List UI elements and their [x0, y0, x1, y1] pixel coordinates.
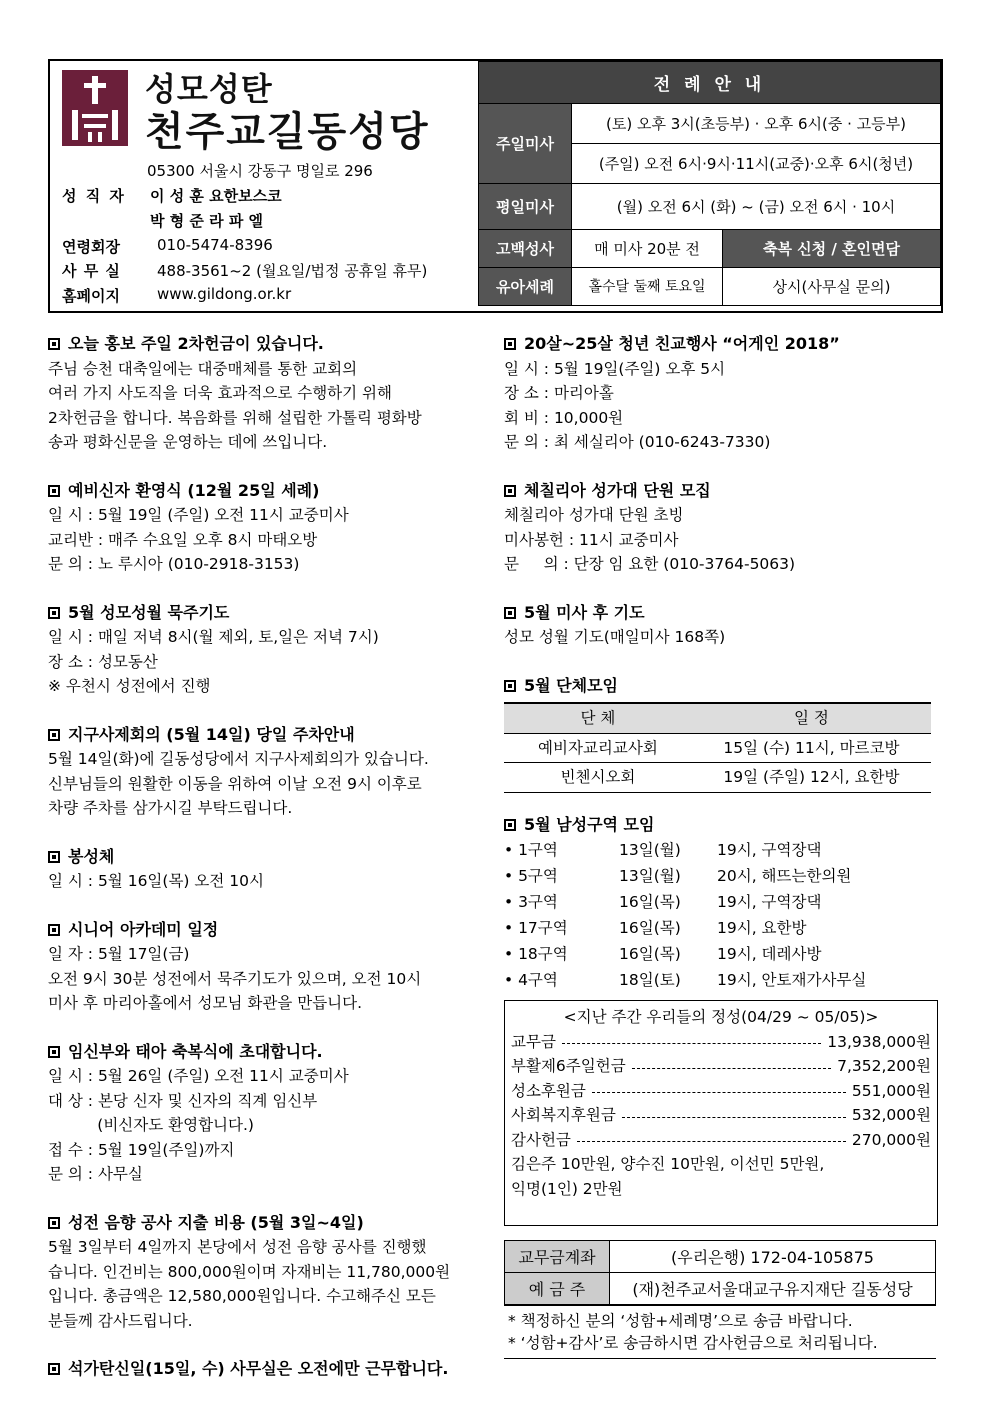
note-1: * 책정하신 분의 ‘성함+세례명’으로 송금 바랍니다.: [508, 1312, 853, 1330]
zone-meetings: 5월 남성구역 모임 • 1구역 13일(월) 19시, 구역장댁 • 5구역 13일(월) 20시, 해뜨는한의원 • 3구역 16일(목) 19시, 구역장댁 • 17구역 16일(목) 19시, 요한방 • 18구역 16일(목) 19시, 데레사방 • 4구역 18일(토) 19시, 안토재가사무실: [504, 813, 938, 994]
schedule-title: 전 례 안 내: [479, 62, 941, 104]
sunday-mass-2: (주일) 오전 6시·9시·11시(교중)·오후 6시(청년): [572, 144, 941, 184]
sunday-label: 주일미사: [479, 104, 572, 184]
office-phone: 488-3561~2 (월요일/법정 공휴일 휴무): [157, 262, 428, 280]
homepage-label: 홈페이지: [62, 287, 120, 305]
offering-box: [504, 1000, 938, 1226]
account-number: (우리은행) 172-04-105875: [610, 1241, 936, 1273]
transfer-notes: [504, 1305, 936, 1359]
donors-line1: 김은주 10만원, 양수진 10만원, 이선민 5만원,: [511, 1155, 825, 1173]
list-item: • 4구역 18일(토) 19시, 안토재가사무실: [504, 971, 867, 989]
table-row: 빈첸시오회 19일 (주일) 12시, 요한방: [504, 763, 931, 793]
note-2: * ‘성함+감사’로 송금하시면 감사헌금으로 처리됩니다.: [508, 1334, 878, 1352]
notice-youth-event: 20살~25살 청년 친교행사 “어게인 2018” 일 시 : 5월 19일(주일) 오후 5시 장 소 : 마리아홀 회 비 : 10,000원 문 의 : 최 세실리아 (010-6243-7330): [504, 334, 840, 451]
offering-row: 감사헌금 270,000원: [511, 1130, 931, 1149]
offering-row: 교무금 13,938,000원: [511, 1032, 931, 1051]
church-name-line2: 천주교길동성당: [145, 109, 430, 155]
account-holder: (재)천주교서울대교구유지재단 길동성당: [610, 1273, 936, 1305]
address: 05300 서울시 강동구 명일로 296: [147, 162, 373, 180]
donors-line2: 익명(1인) 2만원: [511, 1179, 623, 1198]
left-column: [48, 332, 478, 1382]
offering-row: 사회복지후원금 532,000원: [511, 1106, 931, 1124]
right-column: [504, 332, 938, 993]
infant-label: 유아세례: [479, 268, 572, 306]
table-row: 예비자교리교사회 15일 (수) 11시, 마르코방: [504, 733, 931, 763]
list-item: • 1구역 13일(월) 19시, 구역장댁: [504, 841, 822, 859]
weekday-label: 평일미사: [479, 184, 572, 230]
notice-promo-collection: 오늘 홍보 주일 2차헌금이 있습니다. 주님 승천 대축일에는 대중매체를 통한 교회의 여러 가지 사도직을 더욱 효과적으로 수행하기 위해 2차헌금을 합니다. 복음화를 위해 설립한 가톨릭 평화방 송과 평화신문을 운영하는 데에 쓰입니다.: [48, 334, 422, 451]
notice-pregnancy-blessing: 임신부와 태아 축복식에 초대합니다. 일 시 : 5월 26일 (주일) 오전 11시 교중미사 대 상 : 본당 신자 및 신자의 직계 임신부 (비신자도 환영합니다.) 접 수 : 5월 19일(주일)까지 문 의 : 사무실: [48, 1041, 349, 1183]
account-label: 교무금계좌: [505, 1241, 610, 1273]
liturgy-schedule-table: [478, 61, 941, 306]
homepage-link[interactable]: www.gildong.or.kr: [157, 285, 292, 303]
notice-parking: 지구사제회의 (5월 14일) 당일 주차안내 5월 14일(화)에 길동성당에서 지구사제회의가 있습니다. 신부님들의 원활한 이동을 위하여 이날 오전 9시 이후로 차량 주차를 삼가시길 부탁드립니다.: [48, 724, 429, 817]
list-item: • 18구역 16일(목) 19시, 데레사방: [504, 945, 822, 963]
schedule-header: 일 정: [692, 703, 931, 733]
list-item: • 17구역 16일(목) 19시, 요한방: [504, 919, 807, 937]
holder-label: 예 금 주: [505, 1273, 610, 1305]
cross-icon: [62, 70, 128, 146]
offering-row: 성소후원금 551,000원: [511, 1081, 931, 1100]
list-item: • 5구역 13일(월) 20시, 해뜨는한의원: [504, 867, 852, 885]
confession-label: 고백성사: [479, 230, 572, 268]
notice-catechumen: 예비신자 환영식 (12월 25일 세례) 일 시 : 5월 19일 (주일) 오전 11시 교중미사 교리반 : 매주 수요일 오후 8시 마태오방 문 의 : 노 루시아 (010-2918-3153): [48, 480, 349, 573]
council-label: 연령회장: [62, 238, 120, 256]
notice-prayer: 5월 미사 후 기도 성모 성월 기도(매일미사 168쪽): [504, 602, 726, 646]
notice-buddha-day: 석가탄신일(15일, 수) 사무실은 오전에만 근무합니다.: [48, 1357, 478, 1382]
council-phone: 010-5474-8396: [157, 236, 273, 254]
group-meetings: 5월 단체모임 단 체 일 정 예비자교리교사회 15일 (수) 11시, 마르코방 빈첸시오회 19일 (주일) 12시, 요한방: [504, 674, 938, 793]
pastor-2: 박 형 준 라 파 엘: [150, 212, 264, 230]
pastor-label: 성 직 자: [62, 187, 126, 205]
account-table: [504, 1240, 936, 1305]
pastor-1: 이 성 훈 요한보스코: [150, 187, 282, 205]
offering-row: 부활제6주일헌금 7,352,200원: [511, 1057, 931, 1075]
notice-communion: 봉성체 일 시 : 5월 16일(목) 오전 10시: [48, 846, 264, 890]
infant-date: 홀수달 둘째 토요일: [572, 268, 723, 306]
weekday-mass: (월) 오전 6시 (화) ~ (금) 오전 6시 · 10시: [572, 184, 941, 230]
notice-rosary: 5월 성모성월 묵주기도 일 시 : 매일 저녁 8시(월 제외, 토,일은 저녁 7시) 장 소 : 성모동산 ※ 우천시 성전에서 진행: [48, 602, 379, 695]
notice-sound-work: 성전 음향 공사 지출 비용 (5월 3일~4일) 5월 3일부터 4일까지 본당에서 성전 음향 공사를 진행했 습니다. 인건비는 800,000원이며 자재비는 11,780,000원 입니다. 총금액은 12,580,000원입니다. 수고해주신 모든 분들께 감사드립니다.: [48, 1212, 451, 1330]
list-item: • 3구역 16일(목) 19시, 구역장댁: [504, 893, 822, 911]
blessing-label: 축복 신청 / 혼인면담: [723, 230, 941, 268]
group-meetings-table: [504, 702, 931, 793]
church-name-line1: 성모성탄: [145, 70, 273, 108]
sunday-mass-1: (토) 오후 3시(초등부) · 오후 6시(중 · 고등부): [572, 104, 941, 144]
confession-time: 매 미사 20분 전: [572, 230, 723, 268]
infant-inquiry: 상시(사무실 문의): [723, 268, 941, 306]
notice-senior-academy: 시니어 아카데미 일정 일 자 : 5월 17일(금) 오전 9시 30분 성전에서 묵주기도가 있으며, 오전 10시 미사 후 마리아홀에서 성모님 화관을 만듭니다.: [48, 919, 422, 1012]
notice-choir: 체칠리아 성가대 단원 모집 체칠리아 성가대 단원 초빙 미사봉헌 : 11시 교중미사 문 의 : 단장 임 요한 (010-3764-5063): [504, 480, 796, 573]
group-header: 단 체: [504, 703, 692, 733]
church-logo: [62, 70, 128, 146]
offering-title: <지난 주간 우리들의 정성(04/29 ~ 05/05)>: [563, 1008, 879, 1026]
office-label: 사 무 실: [62, 262, 121, 280]
